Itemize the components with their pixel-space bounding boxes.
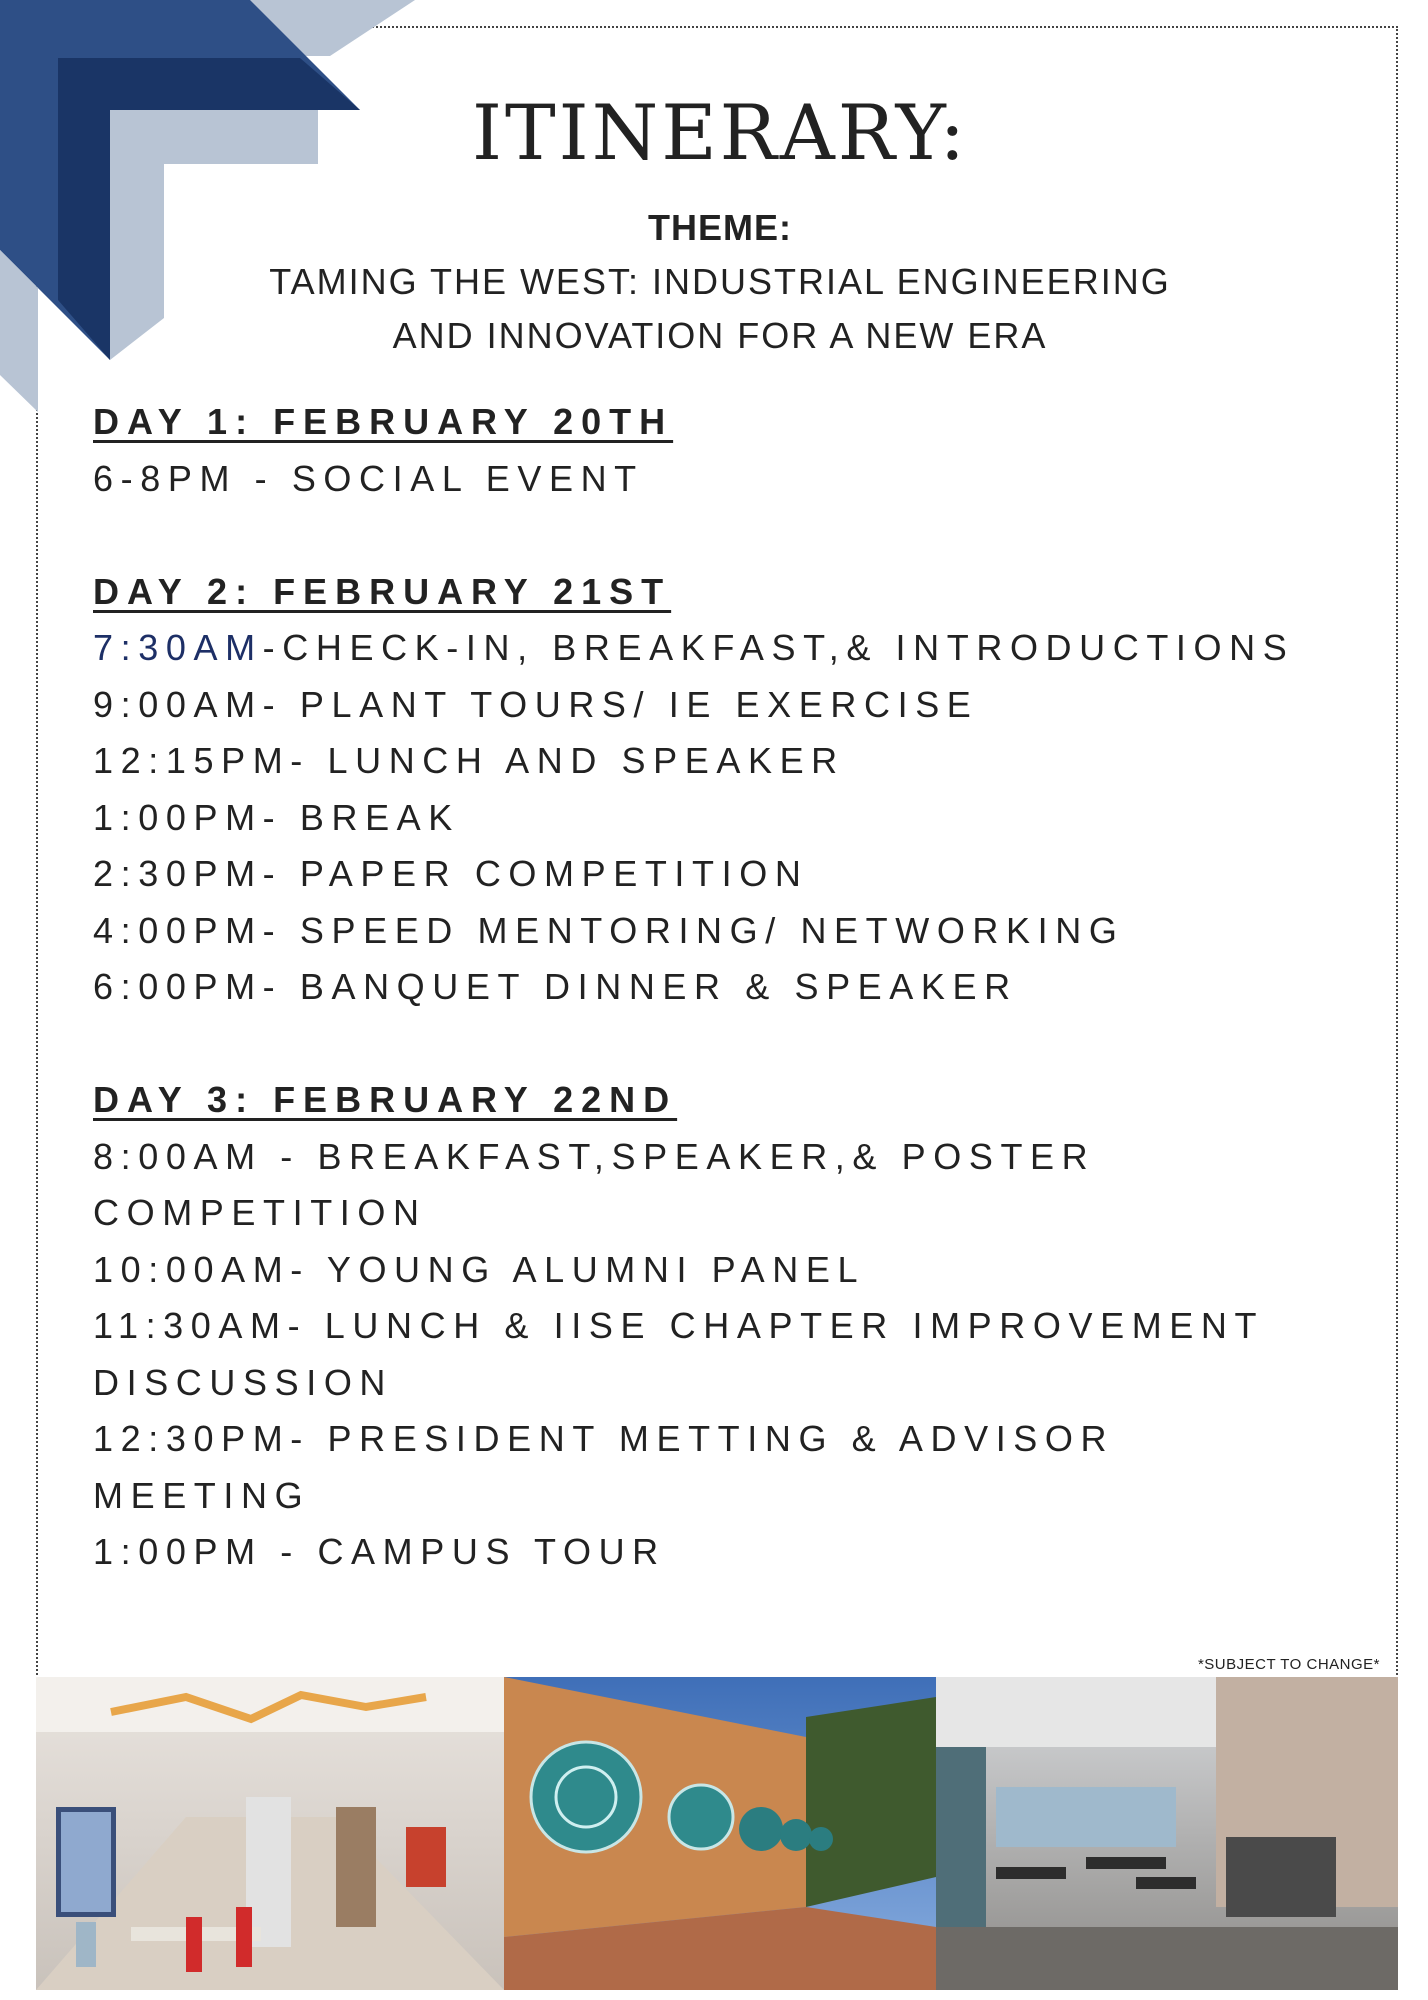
day-2-item: 12:15PM- LUNCH AND SPEAKER bbox=[93, 740, 845, 781]
theme-line-1: TAMING THE WEST: INDUSTRIAL ENGINEERING bbox=[269, 261, 1171, 302]
day-3-item: 10:00AM- YOUNG ALUMNI PANEL bbox=[93, 1249, 866, 1290]
day-2-first-activity: -CHECK-IN, BREAKFAST,& INTRODUCTIONS bbox=[262, 627, 1295, 668]
photo-strip bbox=[36, 1677, 1398, 1990]
day-3-item: 8:00AM - BREAKFAST,SPEAKER,& POSTER bbox=[93, 1136, 1096, 1177]
day-3-item-continued: MEETING bbox=[93, 1475, 311, 1516]
day-2-heading: DAY 2: FEBRUARY 21ST bbox=[93, 571, 672, 612]
day-2-item-first bbox=[93, 627, 1294, 669]
day-1-item: 6-8PM - SOCIAL EVENT bbox=[93, 458, 644, 499]
day-2-item: 6:00PM- BANQUET DINNER & SPEAKER bbox=[93, 966, 1018, 1007]
day-3-item: 1:00PM - CAMPUS TOUR bbox=[93, 1531, 666, 1572]
day-3-heading: DAY 3: FEBRUARY 22ND bbox=[93, 1079, 678, 1120]
day-2-item: 1:00PM- BREAK bbox=[93, 797, 460, 838]
day-3-item-continued: COMPETITION bbox=[93, 1192, 427, 1233]
brick-wall-photo bbox=[504, 1677, 936, 1990]
hallway-photo bbox=[36, 1677, 504, 1990]
day-2-item: 2:30PM- PAPER COMPETITION bbox=[93, 853, 809, 894]
day-1-heading: DAY 1: FEBRUARY 20TH bbox=[93, 401, 674, 442]
subject-to-change-note: *SUBJECT TO CHANGE* bbox=[1197, 1656, 1380, 1673]
dining-hall-photo bbox=[936, 1677, 1398, 1990]
day-3-item: 11:30AM- LUNCH & IISE CHAPTER IMPROVEMENT bbox=[93, 1305, 1265, 1346]
day-2-first-time: 7:30AM bbox=[93, 627, 263, 668]
page-title: ITINERARY: bbox=[471, 88, 969, 177]
day-3-item: 12:30PM- PRESIDENT METTING & ADVISOR bbox=[93, 1418, 1115, 1459]
day-3-item-continued: DISCUSSION bbox=[93, 1362, 394, 1403]
day-2-item: 9:00AM- PLANT TOURS/ IE EXERCISE bbox=[93, 684, 979, 725]
theme-line-2: AND INNOVATION FOR A NEW ERA bbox=[392, 315, 1048, 356]
theme-label: THEME: bbox=[648, 207, 792, 248]
day-2-item: 4:00PM- SPEED MENTORING/ NETWORKING bbox=[93, 910, 1125, 951]
